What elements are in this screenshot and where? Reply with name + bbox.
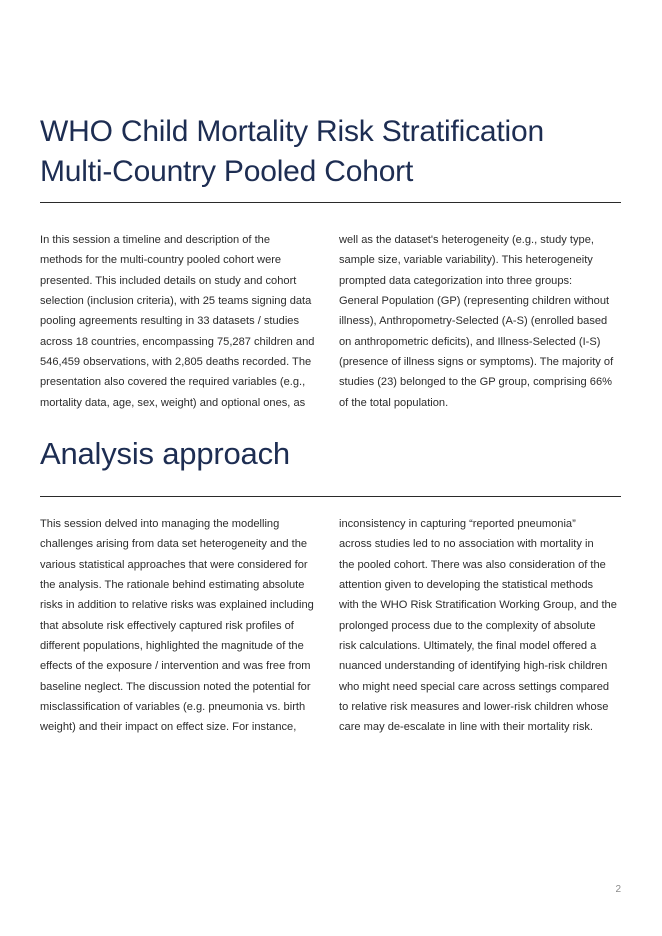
paragraph-line: across 18 countries, encompassing 75,287 children and (40, 335, 315, 348)
paragraph-line: weight) and their impact on effect size. For instance, (40, 721, 297, 734)
paragraph-line: In this session a timeline and description of the (40, 234, 271, 246)
paragraph-line: illness), Anthropometry-Selected (A-S) (enrolled based (339, 315, 608, 328)
paragraph-line: selection (inclusion criteria), with 25 teams signing data (40, 295, 312, 308)
title-divider (40, 202, 621, 203)
paragraph-line: sample size, variable variability). This heterogeneity (339, 254, 593, 267)
paragraph-line: inconsistency in capturing “reported pneumonia” (339, 518, 576, 530)
paragraph-line: General Population (GP) (representing children without (339, 295, 610, 308)
paragraph-line: across studies led to no association with mortality in (339, 538, 594, 551)
paragraph-line: presentation also covered the required variables (e.g., (40, 376, 306, 389)
title-line-2: Multi-Country Pooled Cohort (40, 155, 414, 188)
paragraph-line: studies (23) belonged to the GP group, comprising 66% (339, 376, 612, 389)
analysis-divider (40, 496, 621, 497)
paragraph-line: baseline neglect. The discussion noted the potential for (40, 680, 311, 693)
paragraph-line: different populations, highlighted the magnitude of the (40, 640, 304, 653)
paragraph-line: methods for the multi-country pooled cohort were (40, 254, 282, 267)
intro-column-right (339, 230, 623, 413)
document-title (40, 112, 630, 192)
paragraph-line: that absolute risk effectively captured risk profiles of (40, 619, 294, 632)
analysis-column-left (40, 514, 324, 738)
paragraph-line: attention given to developing the statistical methods (339, 579, 594, 592)
paragraph-line: well as the dataset's heterogeneity (e.g., study type, (339, 234, 594, 246)
paragraph-line: nuanced understanding of identifying high-risk children (339, 660, 608, 673)
paragraph-line: prompted data categorization into three groups: (339, 274, 573, 287)
analysis-heading: Analysis approach (40, 436, 290, 471)
paragraph-line: challenges arising from data set heterogeneity and the (40, 538, 308, 551)
title-line-1: WHO Child Mortality Risk Stratification (40, 115, 544, 148)
paragraph-line: care may de-escalate in line with their mortality risk. (339, 721, 594, 734)
paragraph-line: mortality data, age, sex, weight) and optional ones, as (40, 396, 306, 409)
paragraph-line: 546,459 observations, with 2,805 deaths recorded. The (40, 356, 312, 369)
paragraph-line: presented. This included details on study and cohort (40, 274, 297, 287)
paragraph-line: effects of the exposure / intervention and was free from (40, 660, 311, 673)
paragraph-line: the analysis. The rationale behind estimating absolute (40, 579, 305, 592)
paragraph-line: of the total population. (339, 396, 449, 409)
paragraph-line: misclassification of variables (e.g. pneumonia vs. birth (40, 701, 306, 714)
paragraph-line: pooling agreements resulting in 33 datasets / studies (40, 315, 300, 328)
paragraph-line: various statistical approaches that were considered for (40, 558, 308, 571)
paragraph-line: prolonged process due to the complexity of absolute (339, 619, 596, 632)
analysis-column-right (339, 514, 623, 738)
paragraph-line: (presence of illness signs or symptoms). The majority of (339, 356, 614, 369)
paragraph-line: with the WHO Risk Stratification Working Group, and the (339, 599, 617, 612)
intro-column-left (40, 230, 324, 413)
paragraph-line: on anthropometric deficits), and Illness-Selected (I-S) (339, 335, 601, 348)
paragraph-line: risk calculations. Ultimately, the final model offered a (339, 640, 597, 653)
paragraph-line: to relative risk measures and lower-risk children whose (339, 701, 609, 714)
page-number: 2 (615, 884, 621, 895)
paragraph-line: who might need special care across settings compared (339, 680, 610, 693)
paragraph-line: risks in addition to relative risks was explained including (40, 599, 314, 612)
paragraph-line: the pooled cohort. There was also consideration of the (339, 558, 606, 571)
paragraph-line: This session delved into managing the modelling (40, 518, 280, 530)
